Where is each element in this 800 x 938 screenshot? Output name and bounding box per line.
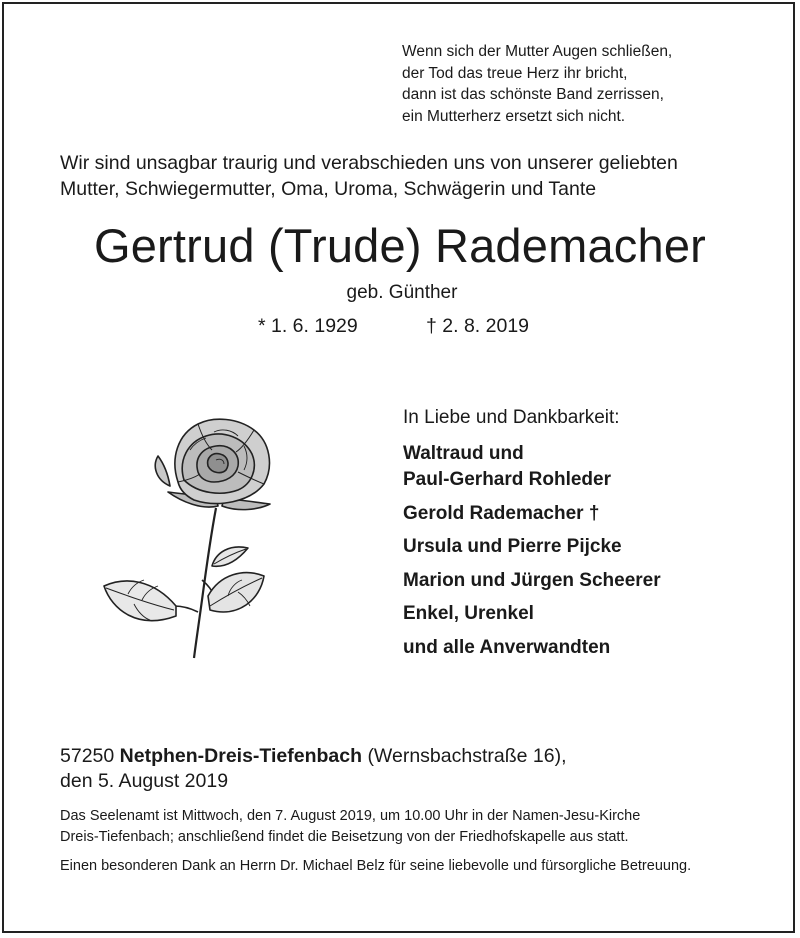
date-line: den 5. August 2019 xyxy=(60,770,229,792)
mourner-line: Ursula und Pierre Pijcke xyxy=(403,536,622,557)
poem-line: der Tod das treue Herz ihr bricht, xyxy=(402,64,628,82)
mourner-line: Marion und Jürgen Scheerer xyxy=(403,569,661,591)
gratitude-note: Einen besonderen Dank an Herrn Dr. Michael Belz für seine liebevolle und fürsorgliche Betreuung. xyxy=(60,858,692,874)
intro-line: Wir sind unsagbar traurig und verabschieden uns von unserer geliebten xyxy=(60,152,678,174)
service-line: Das Seelenamt ist Mittwoch, den 7. August 2019, um 10.00 Uhr in der Namen-Jesu-Kirche xyxy=(60,808,641,824)
intro-text xyxy=(60,150,678,202)
mourners-list xyxy=(403,441,661,668)
mourner-entry xyxy=(403,534,661,560)
address-line xyxy=(60,744,566,769)
poem-line: ein Mutterherz ersetzt sich nicht. xyxy=(402,107,626,125)
mourners-heading: In Liebe und Dankbarkeit: xyxy=(403,407,620,428)
mourner-entry xyxy=(403,501,661,527)
mourner-entry xyxy=(403,568,661,594)
mourner-line: und alle Anverwandten xyxy=(403,636,611,658)
intro-line: Mutter, Schwiegermutter, Oma, Uroma, Schwägerin und Tante xyxy=(60,178,597,200)
mourner-entry xyxy=(403,601,661,627)
mourner-entry xyxy=(403,441,661,493)
birth-date: * 1. 6. 1929 xyxy=(258,315,358,337)
poem xyxy=(402,41,672,127)
rose-icon xyxy=(98,410,320,662)
death-date: † 2. 8. 2019 xyxy=(426,315,530,337)
mourner-entry xyxy=(403,635,661,661)
deceased-name: Gertrud (Trude) Rademacher xyxy=(93,219,707,272)
service-line: Dreis-Tiefenbach; anschließend findet die Beisetzung von der Friedhofskapelle aus statt. xyxy=(60,829,629,845)
mourner-line: Waltraud und xyxy=(403,443,524,464)
address-block xyxy=(60,744,566,794)
mourner-line: Enkel, Urenkel xyxy=(403,603,534,624)
poem-line: Wenn sich der Mutter Augen schließen, xyxy=(402,43,673,60)
town: Netphen-Dreis-Tiefenbach xyxy=(119,745,363,767)
street: (Wernsbachstraße 16), xyxy=(367,745,567,767)
service-note xyxy=(60,806,740,848)
birth-name: geb. Günther xyxy=(346,282,458,303)
mourner-line: Gerold Rademacher † xyxy=(403,502,600,524)
poem-line: dann ist das schönste Band zerrissen, xyxy=(402,86,664,103)
mourner-line: Paul-Gerhard Rohleder xyxy=(403,469,611,490)
postcode: 57250 xyxy=(60,745,115,767)
